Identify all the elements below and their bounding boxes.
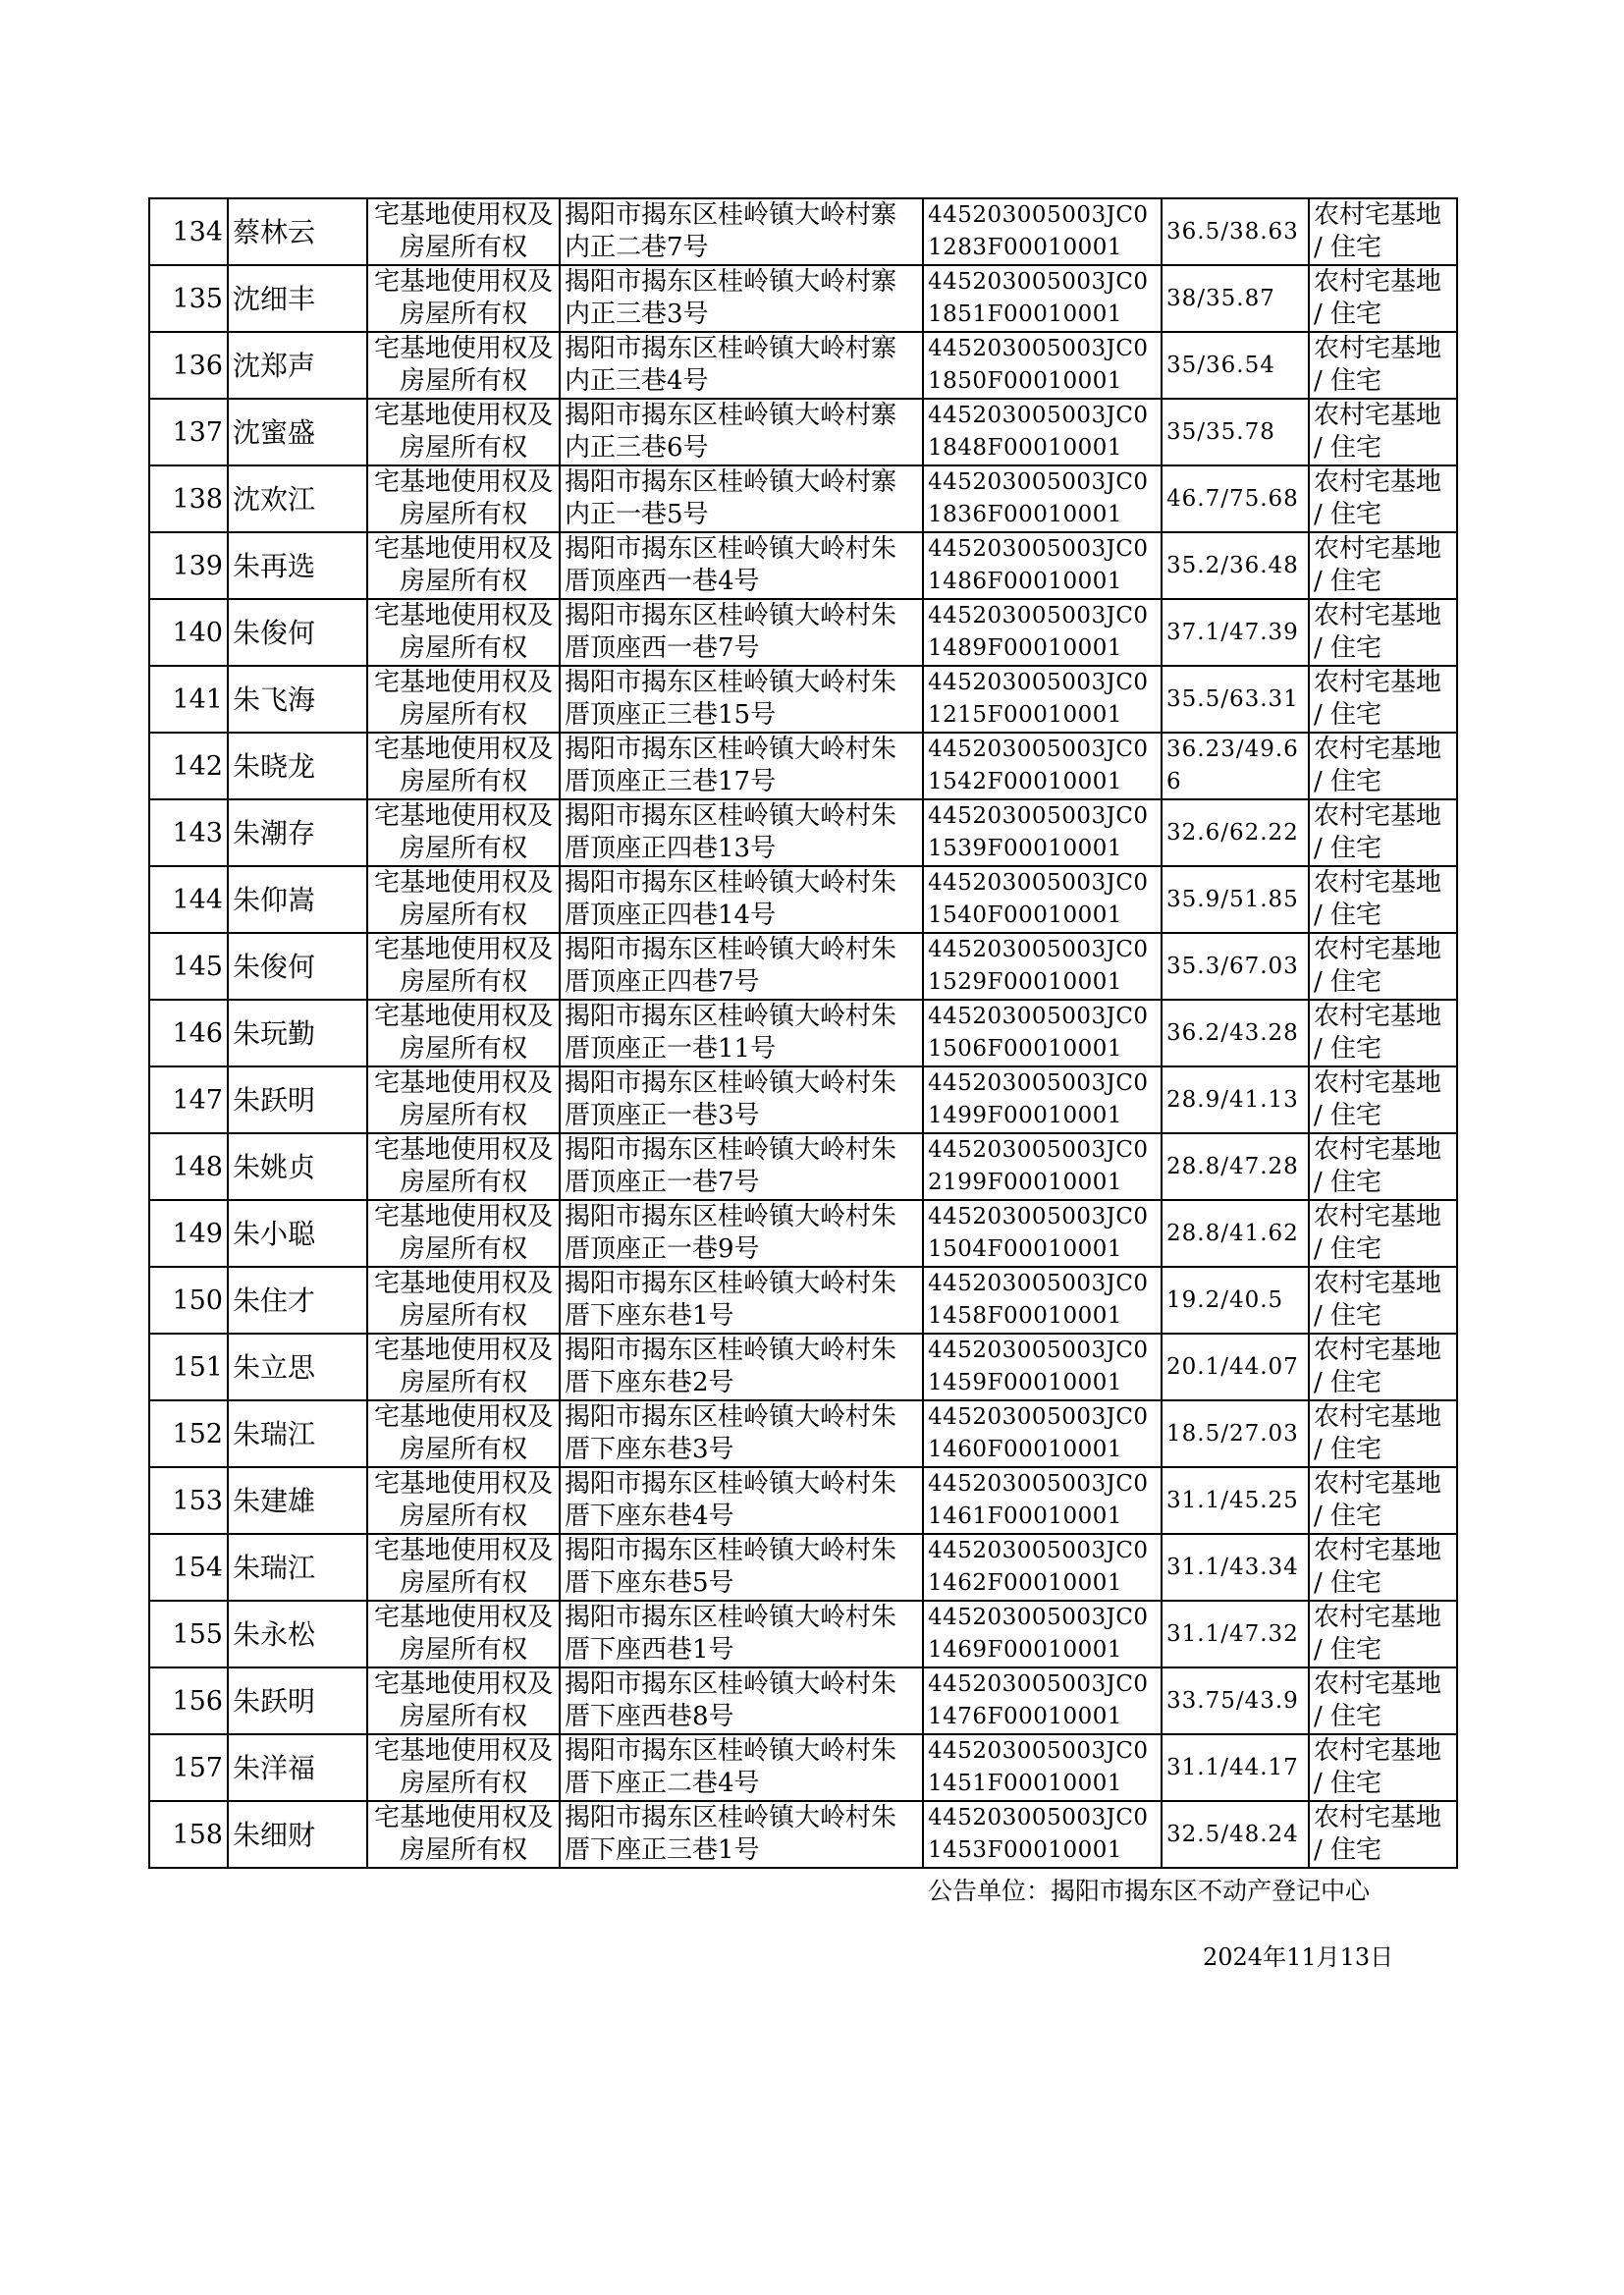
table-row bbox=[149, 1734, 1457, 1801]
right-type-cell: 宅基地使用权及房屋所有权 bbox=[367, 1534, 560, 1601]
unit-code-cell: 445203005003JC01499F00010001 bbox=[923, 1066, 1162, 1133]
row-number-cell: 153 bbox=[149, 1467, 228, 1534]
area-value-cell: 37.1/47.39 bbox=[1162, 599, 1309, 666]
unit-code-cell: 445203005003JC01504F00010001 bbox=[923, 1200, 1162, 1267]
row-number-cell: 148 bbox=[149, 1133, 228, 1200]
unit-code-cell: 445203005003JC01489F00010001 bbox=[923, 599, 1162, 666]
row-number-cell: 146 bbox=[149, 1000, 228, 1066]
land-use-cell: 农村宅基地 / 住宅 bbox=[1309, 599, 1457, 666]
owner-name-cell: 沈郑声 bbox=[228, 332, 367, 399]
unit-code-cell: 445203005003JC01476F00010001 bbox=[923, 1667, 1162, 1734]
owner-name-cell: 朱再选 bbox=[228, 532, 367, 599]
right-type-cell: 宅基地使用权及房屋所有权 bbox=[367, 866, 560, 933]
property-address-cell: 揭阳市揭东区桂岭镇大岭村寨内正三巷3号 bbox=[560, 265, 923, 332]
row-number-cell: 140 bbox=[149, 599, 228, 666]
area-value-cell: 35.5/63.31 bbox=[1162, 666, 1309, 733]
area-value-cell: 35.3/67.03 bbox=[1162, 933, 1309, 1000]
owner-name-cell: 朱细财 bbox=[228, 1801, 367, 1868]
property-address-cell: 揭阳市揭东区桂岭镇大岭村朱厝下座西巷1号 bbox=[560, 1601, 923, 1667]
area-value-cell: 20.1/44.07 bbox=[1162, 1334, 1309, 1400]
owner-name-cell: 朱永松 bbox=[228, 1601, 367, 1667]
owner-name-cell: 朱瑞江 bbox=[228, 1400, 367, 1467]
unit-code-cell: 445203005003JC01542F00010001 bbox=[923, 733, 1162, 799]
land-use-cell: 农村宅基地 / 住宅 bbox=[1309, 733, 1457, 799]
property-address-cell: 揭阳市揭东区桂岭镇大岭村朱厝顶座西一巷7号 bbox=[560, 599, 923, 666]
property-address-cell: 揭阳市揭东区桂岭镇大岭村朱厝顶座正一巷7号 bbox=[560, 1133, 923, 1200]
area-value-cell: 46.7/75.68 bbox=[1162, 465, 1309, 532]
unit-code-cell: 445203005003JC01215F00010001 bbox=[923, 666, 1162, 733]
land-use-cell: 农村宅基地 / 住宅 bbox=[1309, 1400, 1457, 1467]
table-row bbox=[149, 799, 1457, 866]
unit-code-cell: 445203005003JC01506F00010001 bbox=[923, 1000, 1162, 1066]
issuer-line: 公告单位：揭阳市揭东区不动产登记中心 bbox=[928, 1877, 1371, 1905]
owner-name-cell: 朱玩勤 bbox=[228, 1000, 367, 1066]
land-use-cell: 农村宅基地 / 住宅 bbox=[1309, 1133, 1457, 1200]
area-value-cell: 32.5/48.24 bbox=[1162, 1801, 1309, 1868]
unit-code-cell: 445203005003JC01540F00010001 bbox=[923, 866, 1162, 933]
owner-name-cell: 朱住才 bbox=[228, 1267, 367, 1334]
land-use-cell: 农村宅基地 / 住宅 bbox=[1309, 1000, 1457, 1066]
land-use-cell: 农村宅基地 / 住宅 bbox=[1309, 666, 1457, 733]
right-type-cell: 宅基地使用权及房屋所有权 bbox=[367, 933, 560, 1000]
unit-code-cell: 445203005003JC01539F00010001 bbox=[923, 799, 1162, 866]
property-address-cell: 揭阳市揭东区桂岭镇大岭村朱厝下座东巷1号 bbox=[560, 1267, 923, 1334]
row-number-cell: 142 bbox=[149, 733, 228, 799]
right-type-cell: 宅基地使用权及房屋所有权 bbox=[367, 1801, 560, 1868]
area-value-cell: 36.2/43.28 bbox=[1162, 1000, 1309, 1066]
unit-code-cell: 445203005003JC01469F00010001 bbox=[923, 1601, 1162, 1667]
property-address-cell: 揭阳市揭东区桂岭镇大岭村寨内正一巷5号 bbox=[560, 465, 923, 532]
property-address-cell: 揭阳市揭东区桂岭镇大岭村朱厝下座西巷8号 bbox=[560, 1667, 923, 1734]
right-type-cell: 宅基地使用权及房屋所有权 bbox=[367, 1601, 560, 1667]
table-row bbox=[149, 1066, 1457, 1133]
property-address-cell: 揭阳市揭东区桂岭镇大岭村寨内正二巷7号 bbox=[560, 198, 923, 265]
table-row bbox=[149, 1667, 1457, 1734]
row-number-cell: 137 bbox=[149, 399, 228, 465]
unit-code-cell: 445203005003JC01459F00010001 bbox=[923, 1334, 1162, 1400]
land-use-cell: 农村宅基地 / 住宅 bbox=[1309, 799, 1457, 866]
notice-table bbox=[148, 197, 1458, 1869]
table-row bbox=[149, 1467, 1457, 1534]
area-value-cell: 36.23/49.66 bbox=[1162, 733, 1309, 799]
land-use-cell: 农村宅基地 / 住宅 bbox=[1309, 532, 1457, 599]
property-address-cell: 揭阳市揭东区桂岭镇大岭村朱厝顶座正四巷7号 bbox=[560, 933, 923, 1000]
property-address-cell: 揭阳市揭东区桂岭镇大岭村寨内正三巷6号 bbox=[560, 399, 923, 465]
area-value-cell: 31.1/44.17 bbox=[1162, 1734, 1309, 1801]
property-address-cell: 揭阳市揭东区桂岭镇大岭村朱厝顶座正四巷13号 bbox=[560, 799, 923, 866]
area-value-cell: 33.75/43.9 bbox=[1162, 1667, 1309, 1734]
land-use-cell: 农村宅基地 / 住宅 bbox=[1309, 933, 1457, 1000]
owner-name-cell: 朱晓龙 bbox=[228, 733, 367, 799]
land-use-cell: 农村宅基地 / 住宅 bbox=[1309, 866, 1457, 933]
owner-name-cell: 朱跃明 bbox=[228, 1066, 367, 1133]
row-number-cell: 144 bbox=[149, 866, 228, 933]
table-row bbox=[149, 866, 1457, 933]
land-use-cell: 农村宅基地 / 住宅 bbox=[1309, 1467, 1457, 1534]
owner-name-cell: 朱潮存 bbox=[228, 799, 367, 866]
area-value-cell: 32.6/62.22 bbox=[1162, 799, 1309, 866]
unit-code-cell: 445203005003JC01458F00010001 bbox=[923, 1267, 1162, 1334]
owner-name-cell: 朱俊何 bbox=[228, 933, 367, 1000]
right-type-cell: 宅基地使用权及房屋所有权 bbox=[367, 733, 560, 799]
land-use-cell: 农村宅基地 / 住宅 bbox=[1309, 198, 1457, 265]
table-row bbox=[149, 1400, 1457, 1467]
area-value-cell: 38/35.87 bbox=[1162, 265, 1309, 332]
unit-code-cell: 445203005003JC01461F00010001 bbox=[923, 1467, 1162, 1534]
land-use-cell: 农村宅基地 / 住宅 bbox=[1309, 1200, 1457, 1267]
unit-code-cell: 445203005003JC01851F00010001 bbox=[923, 265, 1162, 332]
table-row bbox=[149, 599, 1457, 666]
land-use-cell: 农村宅基地 / 住宅 bbox=[1309, 1667, 1457, 1734]
area-value-cell: 35/35.78 bbox=[1162, 399, 1309, 465]
row-number-cell: 141 bbox=[149, 666, 228, 733]
area-value-cell: 28.9/41.13 bbox=[1162, 1066, 1309, 1133]
area-value-cell: 28.8/41.62 bbox=[1162, 1200, 1309, 1267]
owner-name-cell: 沈欢江 bbox=[228, 465, 367, 532]
table-row bbox=[149, 666, 1457, 733]
area-value-cell: 31.1/47.32 bbox=[1162, 1601, 1309, 1667]
right-type-cell: 宅基地使用权及房屋所有权 bbox=[367, 399, 560, 465]
right-type-cell: 宅基地使用权及房屋所有权 bbox=[367, 265, 560, 332]
land-use-cell: 农村宅基地 / 住宅 bbox=[1309, 1601, 1457, 1667]
right-type-cell: 宅基地使用权及房屋所有权 bbox=[367, 666, 560, 733]
row-number-cell: 143 bbox=[149, 799, 228, 866]
owner-name-cell: 朱跃明 bbox=[228, 1667, 367, 1734]
row-number-cell: 145 bbox=[149, 933, 228, 1000]
property-address-cell: 揭阳市揭东区桂岭镇大岭村朱厝下座东巷3号 bbox=[560, 1400, 923, 1467]
property-address-cell: 揭阳市揭东区桂岭镇大岭村朱厝顶座正四巷14号 bbox=[560, 866, 923, 933]
row-number-cell: 152 bbox=[149, 1400, 228, 1467]
unit-code-cell: 445203005003JC01460F00010001 bbox=[923, 1400, 1162, 1467]
owner-name-cell: 沈细丰 bbox=[228, 265, 367, 332]
owner-name-cell: 朱姚贞 bbox=[228, 1133, 367, 1200]
table-row bbox=[149, 399, 1457, 465]
area-value-cell: 19.2/40.5 bbox=[1162, 1267, 1309, 1334]
area-value-cell: 18.5/27.03 bbox=[1162, 1400, 1309, 1467]
property-address-cell: 揭阳市揭东区桂岭镇大岭村朱厝顶座西一巷4号 bbox=[560, 532, 923, 599]
right-type-cell: 宅基地使用权及房屋所有权 bbox=[367, 1400, 560, 1467]
table-row bbox=[149, 198, 1457, 265]
unit-code-cell: 445203005003JC01529F00010001 bbox=[923, 933, 1162, 1000]
unit-code-cell: 445203005003JC01283F00010001 bbox=[923, 198, 1162, 265]
table-row bbox=[149, 1267, 1457, 1334]
right-type-cell: 宅基地使用权及房屋所有权 bbox=[367, 532, 560, 599]
right-type-cell: 宅基地使用权及房屋所有权 bbox=[367, 799, 560, 866]
area-value-cell: 35/36.54 bbox=[1162, 332, 1309, 399]
row-number-cell: 154 bbox=[149, 1534, 228, 1601]
right-type-cell: 宅基地使用权及房屋所有权 bbox=[367, 1133, 560, 1200]
table-row bbox=[149, 1601, 1457, 1667]
property-address-cell: 揭阳市揭东区桂岭镇大岭村朱厝下座正二巷4号 bbox=[560, 1734, 923, 1801]
row-number-cell: 151 bbox=[149, 1334, 228, 1400]
table-row bbox=[149, 1334, 1457, 1400]
table-row bbox=[149, 733, 1457, 799]
area-value-cell: 31.1/45.25 bbox=[1162, 1467, 1309, 1534]
unit-code-cell: 445203005003JC01848F00010001 bbox=[923, 399, 1162, 465]
area-value-cell: 35.9/51.85 bbox=[1162, 866, 1309, 933]
table-row bbox=[149, 265, 1457, 332]
property-address-cell: 揭阳市揭东区桂岭镇大岭村朱厝下座东巷2号 bbox=[560, 1334, 923, 1400]
land-use-cell: 农村宅基地 / 住宅 bbox=[1309, 1334, 1457, 1400]
land-use-cell: 农村宅基地 / 住宅 bbox=[1309, 1734, 1457, 1801]
row-number-cell: 155 bbox=[149, 1601, 228, 1667]
table-row bbox=[149, 1133, 1457, 1200]
owner-name-cell: 朱仰嵩 bbox=[228, 866, 367, 933]
owner-name-cell: 朱小聪 bbox=[228, 1200, 367, 1267]
property-address-cell: 揭阳市揭东区桂岭镇大岭村朱厝下座东巷4号 bbox=[560, 1467, 923, 1534]
property-address-cell: 揭阳市揭东区桂岭镇大岭村寨内正三巷4号 bbox=[560, 332, 923, 399]
row-number-cell: 149 bbox=[149, 1200, 228, 1267]
table-row bbox=[149, 465, 1457, 532]
unit-code-cell: 445203005003JC01486F00010001 bbox=[923, 532, 1162, 599]
row-number-cell: 134 bbox=[149, 198, 228, 265]
row-number-cell: 138 bbox=[149, 465, 228, 532]
unit-code-cell: 445203005003JC01462F00010001 bbox=[923, 1534, 1162, 1601]
table-row bbox=[149, 532, 1457, 599]
right-type-cell: 宅基地使用权及房屋所有权 bbox=[367, 1734, 560, 1801]
row-number-cell: 139 bbox=[149, 532, 228, 599]
owner-name-cell: 朱立思 bbox=[228, 1334, 367, 1400]
owner-name-cell: 朱洋福 bbox=[228, 1734, 367, 1801]
row-number-cell: 158 bbox=[149, 1801, 228, 1868]
property-address-cell: 揭阳市揭东区桂岭镇大岭村朱厝顶座正三巷17号 bbox=[560, 733, 923, 799]
property-address-cell: 揭阳市揭东区桂岭镇大岭村朱厝顶座正一巷11号 bbox=[560, 1000, 923, 1066]
table-row bbox=[149, 933, 1457, 1000]
table-row bbox=[149, 1534, 1457, 1601]
row-number-cell: 135 bbox=[149, 265, 228, 332]
row-number-cell: 136 bbox=[149, 332, 228, 399]
unit-code-cell: 445203005003JC01453F00010001 bbox=[923, 1801, 1162, 1868]
table-row bbox=[149, 1801, 1457, 1868]
right-type-cell: 宅基地使用权及房屋所有权 bbox=[367, 1334, 560, 1400]
unit-code-cell: 445203005003JC01850F00010001 bbox=[923, 332, 1162, 399]
unit-code-cell: 445203005003JC01451F00010001 bbox=[923, 1734, 1162, 1801]
land-use-cell: 农村宅基地 / 住宅 bbox=[1309, 1066, 1457, 1133]
owner-name-cell: 沈蜜盛 bbox=[228, 399, 367, 465]
right-type-cell: 宅基地使用权及房屋所有权 bbox=[367, 1667, 560, 1734]
table-row bbox=[149, 332, 1457, 399]
land-use-cell: 农村宅基地 / 住宅 bbox=[1309, 1267, 1457, 1334]
right-type-cell: 宅基地使用权及房屋所有权 bbox=[367, 332, 560, 399]
row-number-cell: 157 bbox=[149, 1734, 228, 1801]
table-body bbox=[149, 198, 1457, 1868]
property-address-cell: 揭阳市揭东区桂岭镇大岭村朱厝顶座正三巷15号 bbox=[560, 666, 923, 733]
notice-date: 2024年11月13日 bbox=[1203, 1943, 1394, 1971]
right-type-cell: 宅基地使用权及房屋所有权 bbox=[367, 1267, 560, 1334]
property-address-cell: 揭阳市揭东区桂岭镇大岭村朱厝顶座正一巷3号 bbox=[560, 1066, 923, 1133]
right-type-cell: 宅基地使用权及房屋所有权 bbox=[367, 198, 560, 265]
land-use-cell: 农村宅基地 / 住宅 bbox=[1309, 1534, 1457, 1601]
area-value-cell: 28.8/47.28 bbox=[1162, 1133, 1309, 1200]
area-value-cell: 31.1/43.34 bbox=[1162, 1534, 1309, 1601]
land-use-cell: 农村宅基地 / 住宅 bbox=[1309, 332, 1457, 399]
right-type-cell: 宅基地使用权及房屋所有权 bbox=[367, 1200, 560, 1267]
property-address-cell: 揭阳市揭东区桂岭镇大岭村朱厝下座正三巷1号 bbox=[560, 1801, 923, 1868]
area-value-cell: 36.5/38.63 bbox=[1162, 198, 1309, 265]
land-use-cell: 农村宅基地 / 住宅 bbox=[1309, 1801, 1457, 1868]
right-type-cell: 宅基地使用权及房屋所有权 bbox=[367, 599, 560, 666]
table-row bbox=[149, 1200, 1457, 1267]
unit-code-cell: 445203005003JC02199F00010001 bbox=[923, 1133, 1162, 1200]
land-use-cell: 农村宅基地 / 住宅 bbox=[1309, 465, 1457, 532]
table-row bbox=[149, 1000, 1457, 1066]
right-type-cell: 宅基地使用权及房屋所有权 bbox=[367, 1066, 560, 1133]
property-address-cell: 揭阳市揭东区桂岭镇大岭村朱厝下座东巷5号 bbox=[560, 1534, 923, 1601]
land-use-cell: 农村宅基地 / 住宅 bbox=[1309, 265, 1457, 332]
owner-name-cell: 朱俊何 bbox=[228, 599, 367, 666]
right-type-cell: 宅基地使用权及房屋所有权 bbox=[367, 1000, 560, 1066]
row-number-cell: 156 bbox=[149, 1667, 228, 1734]
owner-name-cell: 蔡林云 bbox=[228, 198, 367, 265]
right-type-cell: 宅基地使用权及房屋所有权 bbox=[367, 465, 560, 532]
owner-name-cell: 朱飞海 bbox=[228, 666, 367, 733]
owner-name-cell: 朱瑞江 bbox=[228, 1534, 367, 1601]
unit-code-cell: 445203005003JC01836F00010001 bbox=[923, 465, 1162, 532]
land-use-cell: 农村宅基地 / 住宅 bbox=[1309, 399, 1457, 465]
row-number-cell: 147 bbox=[149, 1066, 228, 1133]
area-value-cell: 35.2/36.48 bbox=[1162, 532, 1309, 599]
row-number-cell: 150 bbox=[149, 1267, 228, 1334]
owner-name-cell: 朱建雄 bbox=[228, 1467, 367, 1534]
property-address-cell: 揭阳市揭东区桂岭镇大岭村朱厝顶座正一巷9号 bbox=[560, 1200, 923, 1267]
right-type-cell: 宅基地使用权及房屋所有权 bbox=[367, 1467, 560, 1534]
